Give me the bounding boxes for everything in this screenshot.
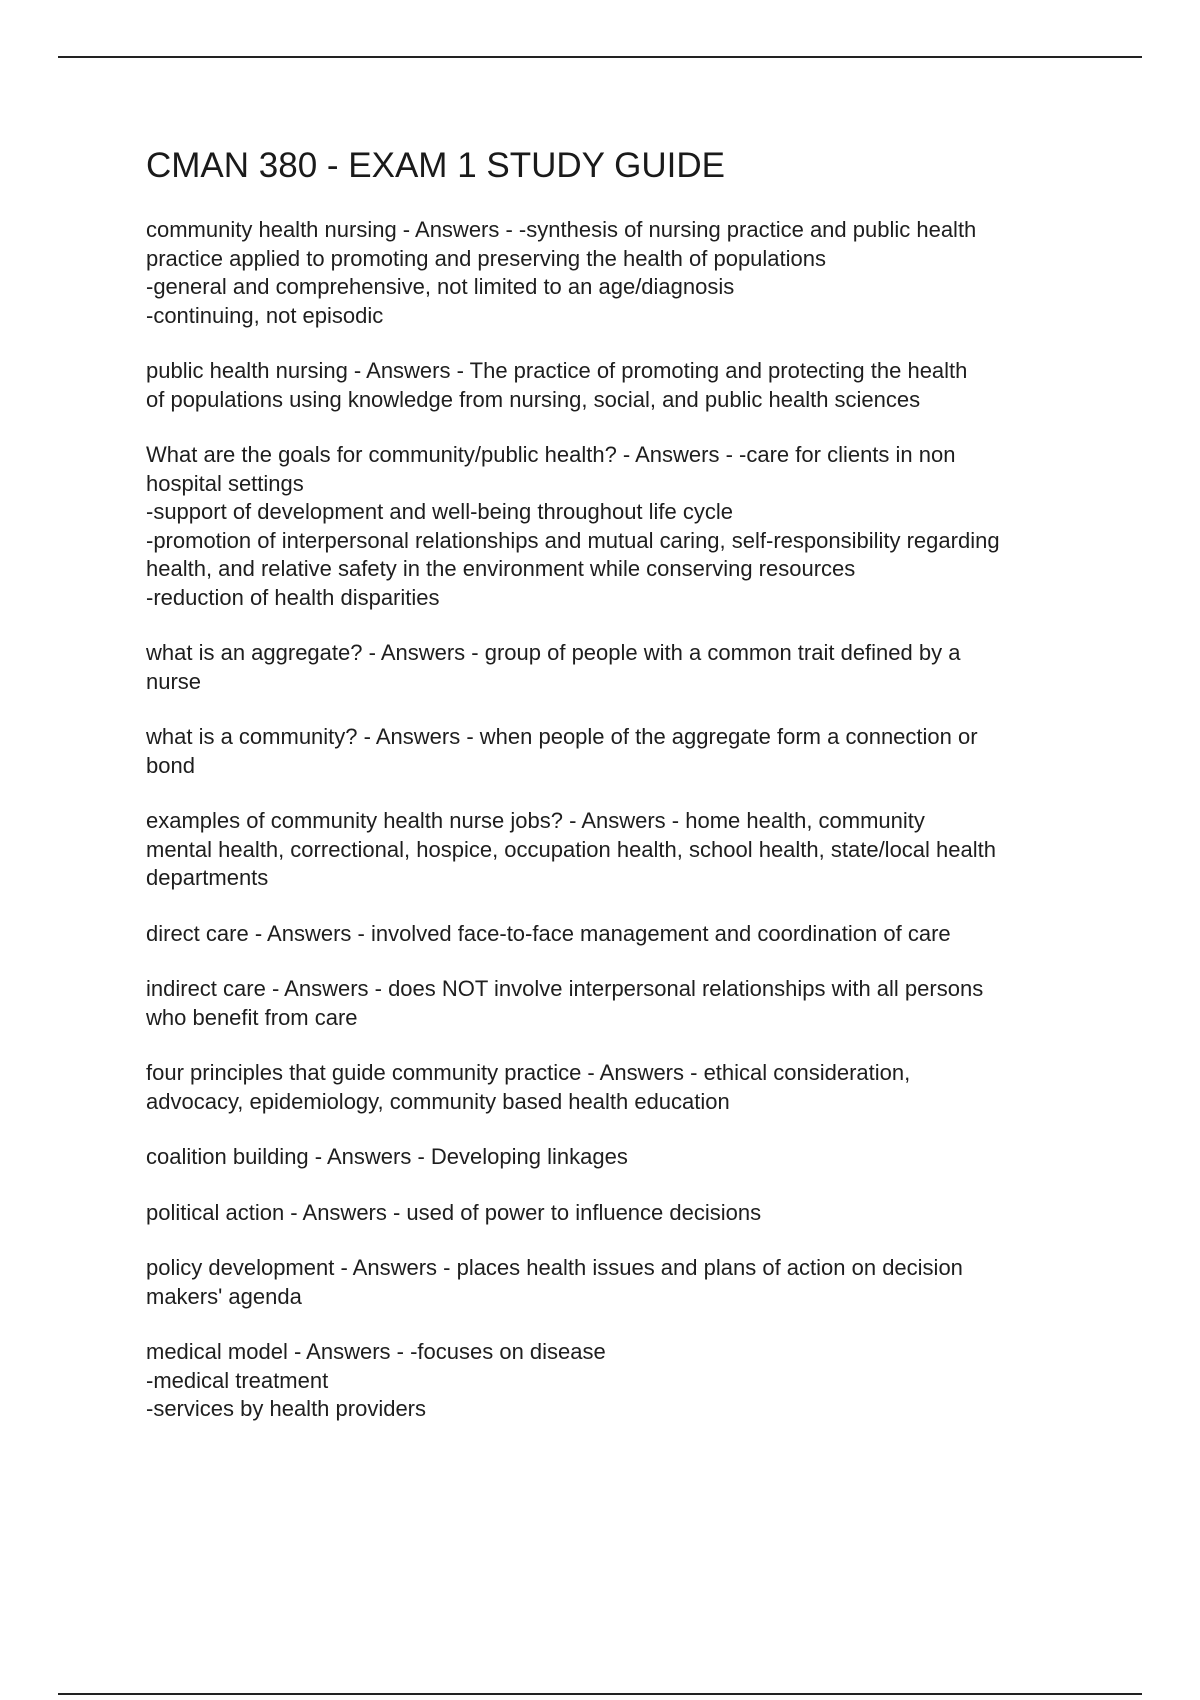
entry-community-health-nursing: community health nursing - Answers - -synthesis of nursing practice and public health practice applied to promoting and preserving the health of populations -general and comprehensive, not limited to an age/diagnosis -continuing, not episodic: [146, 217, 977, 328]
entry-policy-development: policy development - Answers - places health issues and plans of action on decision makers' agenda: [146, 1255, 963, 1309]
entry-goals-community-public-health: What are the goals for community/public health? - Answers - -care for clients in non hospital settings -support of development and well-being throughout life cycle -promotion of interpersonal relationships and mutual caring, self-responsibility regarding health, and relative safety in the environment while conserving resources -reduction of health disparities: [146, 442, 1000, 610]
entry-political-action: political action - Answers - used of power to influence decisions: [146, 1199, 762, 1225]
entry-four-principles: four principles that guide community practice - Answers - ethical consideration, advocacy, epidemiology, community based health education: [146, 1060, 911, 1114]
entry-medical-model: medical model - Answers - -focuses on disease -medical treatment -services by health providers: [146, 1339, 606, 1421]
entry-coalition-building: coalition building - Answers - Developing linkages: [146, 1144, 628, 1169]
entry-public-health-nursing: public health nursing - Answers - The practice of promoting and protecting the health of populations using knowledge from nursing, social, and public health sciences: [146, 358, 968, 412]
entry-direct-care: direct care - Answers - involved face-to-face management and coordination of care: [146, 920, 951, 946]
bottom-divider: [58, 1693, 1142, 1695]
entry-nurse-job-examples: examples of community health nurse jobs? - Answers - home health, community mental health, correctional, hospice, occupation health, school health, state/local health departments: [146, 808, 996, 890]
entry-community: what is a community? - Answers - when people of the aggregate form a connection or bond: [146, 724, 978, 778]
top-divider: [58, 56, 1142, 58]
entry-aggregate: what is an aggregate? - Answers - group of people with a common trait defined by a nurse: [146, 640, 961, 694]
entry-indirect-care: indirect care - Answers - does NOT involve interpersonal relationships with all persons who benefit from care: [146, 976, 984, 1030]
page-title: CMAN 380 - EXAM 1 STUDY GUIDE: [146, 146, 725, 185]
study-guide-content: [146, 146, 1096, 1451]
